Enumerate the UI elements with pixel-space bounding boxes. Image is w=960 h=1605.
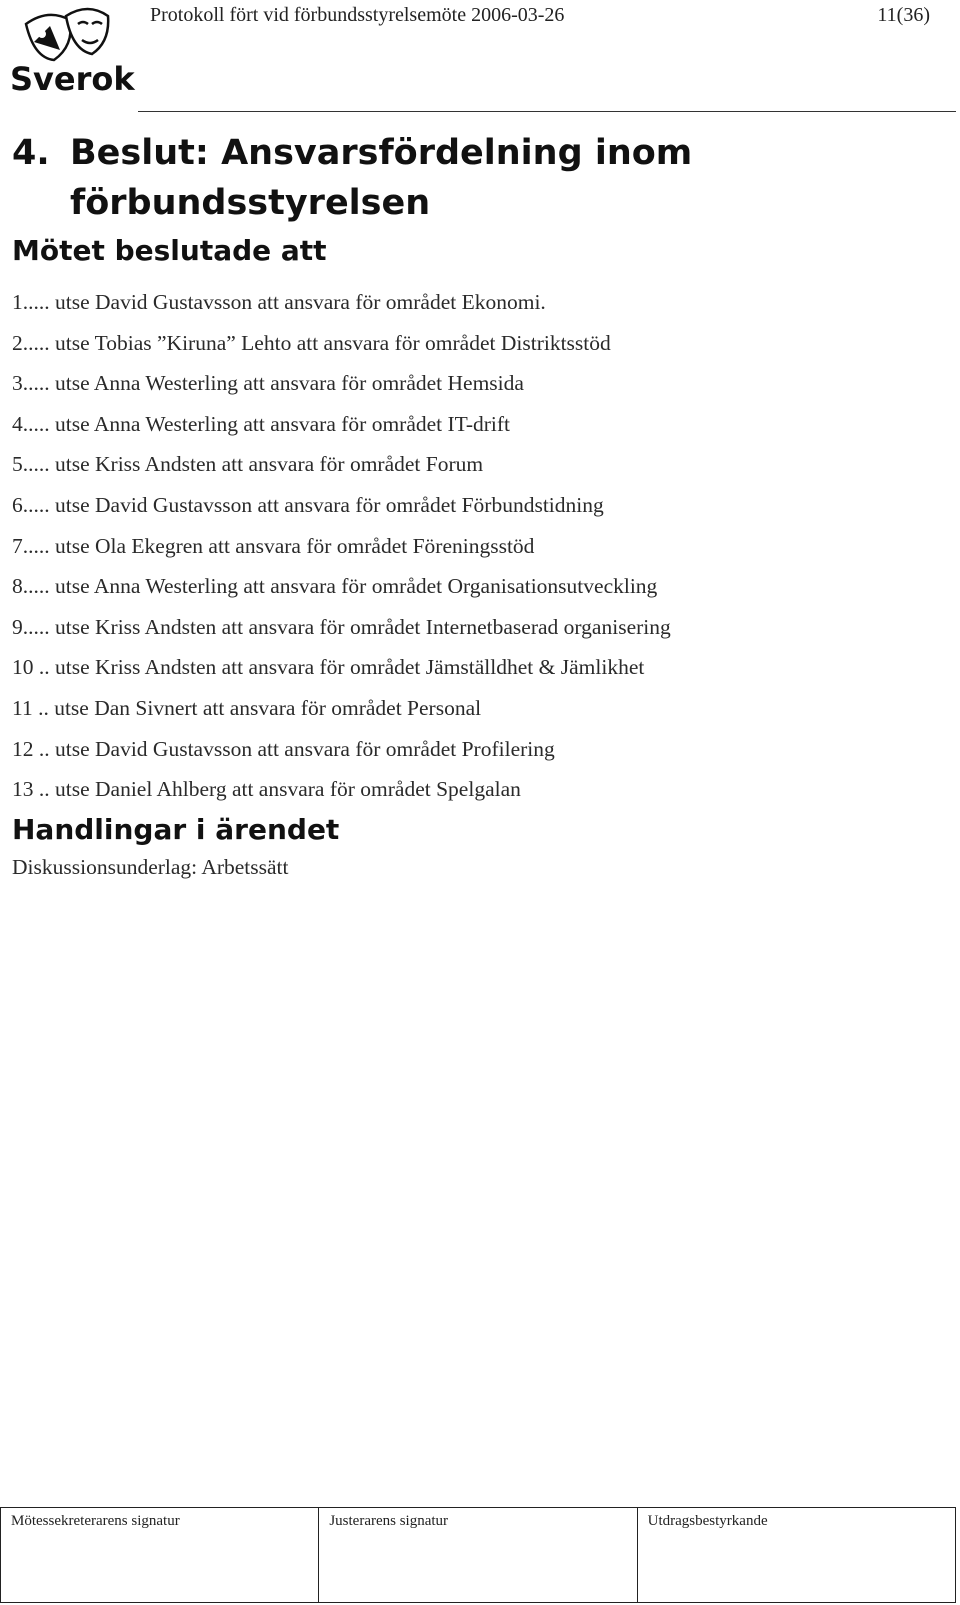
decision-item: 7..... utse Ola Ekegren att ansvara för området Föreningsstöd <box>12 533 535 558</box>
svg-text:Sverok: Sverok <box>10 60 135 98</box>
decision-item: 4..... utse Anna Westerling att ansvara för området IT-drift <box>12 411 511 436</box>
decision-item: 8..... utse Anna Westerling att ansvara för området Organisationsutveckling <box>12 574 658 599</box>
adjuster-signature-cell: Justerarens signatur <box>319 1508 637 1602</box>
decision-item: 10 .. utse Kriss Andsten att ansvara för området Jämställdhet & Jämlikhet <box>12 655 645 680</box>
section-number: 4. <box>12 133 50 173</box>
decision-item: 6..... utse David Gustavsson att ansvara för området Förbundstidning <box>12 492 604 517</box>
document-title: Protokoll fört vid förbundsstyrelsemöte 2006-03-26 <box>150 4 565 26</box>
header-divider <box>138 111 956 112</box>
decision-list <box>12 282 671 810</box>
decision-item: 12 .. utse David Gustavsson att ansvara för området Profilering <box>12 736 555 761</box>
decision-item: 9..... utse Kriss Andsten att ansvara för området Internetbaserad organisering <box>12 614 671 639</box>
decision-item: 13 .. utse Daniel Ahlberg att ansvara för området Spelgalan <box>12 777 521 802</box>
secretary-signature-cell: Mötessekreterarens signatur <box>1 1508 319 1602</box>
decision-heading: Mötet beslutade att <box>12 234 327 267</box>
decision-item: 1..... utse David Gustavsson att ansvara för området Ekonomi. <box>12 290 546 314</box>
section-title-line2: förbundsstyrelsen <box>70 183 431 223</box>
page-number: 11(36) <box>877 4 930 26</box>
decision-item: 3..... utse Anna Westerling att ansvara för området Hemsida <box>12 371 524 396</box>
sverok-logo <box>8 2 138 98</box>
decision-item: 2..... utse Tobias ”Kiruna” Lehto att ansvara för området Distriktsstöd <box>12 330 611 355</box>
decision-item: 11 .. utse Dan Sivnert att ansvara för området Personal <box>12 695 482 720</box>
section-title-line1: Beslut: Ansvarsfördelning inom <box>70 133 693 173</box>
documents-heading: Handlingar i ärendet <box>12 813 340 846</box>
decision-item: 5..... utse Kriss Andsten att ansvara för området Forum <box>12 452 484 477</box>
certification-cell: Utdragsbestyrkande <box>647 1513 768 1529</box>
signature-table <box>0 1507 956 1603</box>
documents-text: Diskussionsunderlag: Arbetssätt <box>12 855 289 879</box>
section-heading <box>12 128 932 228</box>
